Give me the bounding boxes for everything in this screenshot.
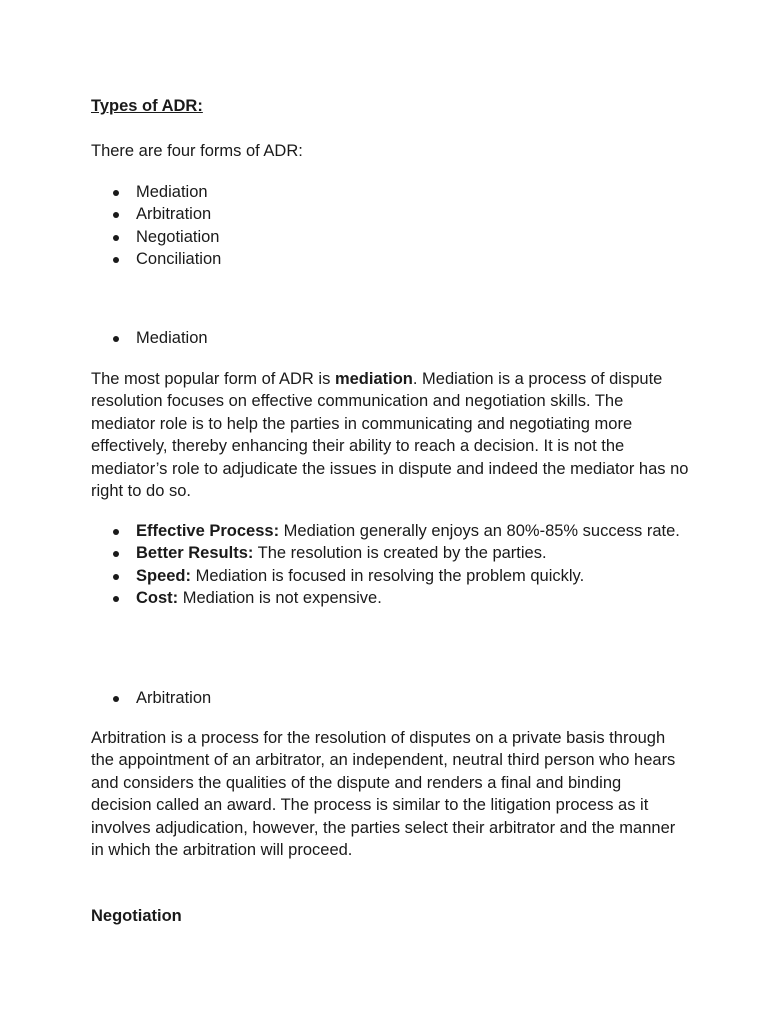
bullet-icon	[113, 336, 119, 342]
bullet-icon	[113, 596, 119, 602]
bullet-icon	[113, 696, 119, 702]
bullet-icon	[113, 551, 119, 557]
list-item: Mediation	[91, 181, 701, 203]
list-item: Negotiation	[91, 226, 701, 248]
arbitration-section-heading	[91, 687, 701, 709]
bullet-icon	[113, 235, 119, 241]
negotiation-heading: Negotiation	[91, 907, 182, 925]
list-item: Arbitration	[91, 203, 701, 225]
bullet-icon	[113, 529, 119, 535]
bullet-icon	[113, 212, 119, 218]
bullet-icon	[113, 257, 119, 263]
mediation-paragraph: The most popular form of ADR is mediation. Mediation is a process of dispute resolution focuses on effective communication and negotiation skills. The mediator role is to help the parties in communicating and negotiating more effectively, thereby enhancing their ability to reach a decision. It is not the mediator’s role to adjudicate the issues in dispute and indeed the mediator has no right to do so.	[91, 370, 689, 501]
bullet-icon	[113, 574, 119, 580]
arbitration-paragraph: Arbitration is a process for the resolution of disputes on a private basis through the appointment of an arbitrator, an independent, neutral third person who hears and considers the qualities of the dispute and renders a final and binding decision called an award. The process is similar to the litigation process as it involves adjudication, however, the parties select their arbitrator and the manner in which the arbitration will proceed.	[91, 729, 676, 860]
bullet-icon	[113, 190, 119, 196]
list-item: Mediation	[91, 327, 701, 349]
intro-text: There are four forms of ADR:	[91, 142, 303, 160]
forms-list	[91, 181, 701, 271]
list-item: Arbitration	[91, 687, 701, 709]
mediation-benefits-list	[91, 520, 701, 610]
list-item: Better Results: The resolution is created by the parties.	[91, 542, 701, 564]
list-item: Conciliation	[91, 248, 701, 270]
list-item: Speed: Mediation is focused in resolving the problem quickly.	[91, 565, 701, 587]
list-item: Cost: Mediation is not expensive.	[91, 587, 701, 609]
page-title: Types of ADR:	[91, 97, 203, 115]
list-item: Effective Process: Mediation generally enjoys an 80%-85% success rate.	[91, 520, 701, 542]
mediation-section-heading	[91, 327, 701, 349]
